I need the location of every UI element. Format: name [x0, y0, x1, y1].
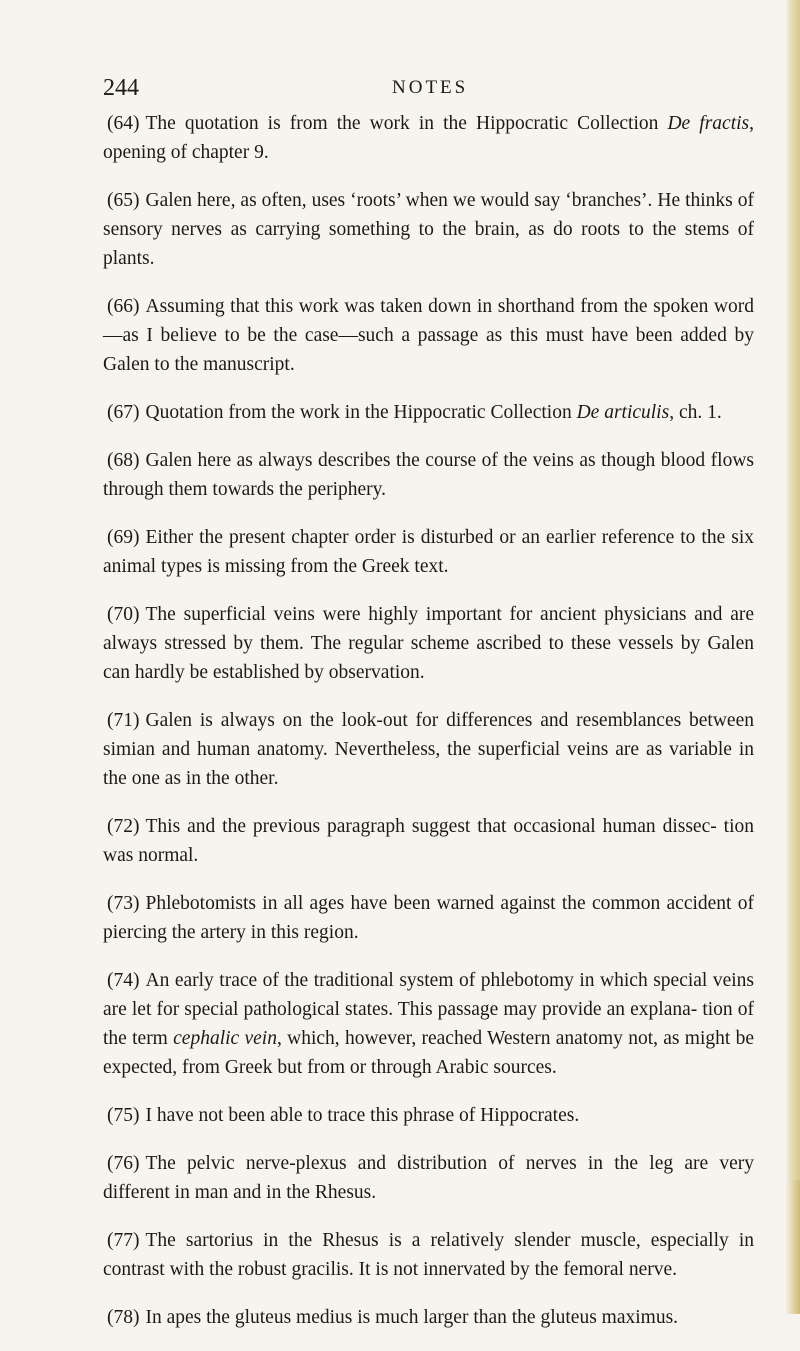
note-text: The sartorius in the Rhesus is a relatively slender muscle, especially in contrast with the robust gracilis. It is not innervated by the femoral nerve.: [103, 1230, 754, 1280]
note-text: I have not been able to trace this phrase of Hippocrates.: [145, 1105, 580, 1126]
note-74: [103, 966, 754, 1082]
note-text: The pelvic nerve-plexus and distribution of nerves in the leg are very different in man and in the Rhesus.: [103, 1153, 754, 1203]
note-number: (72): [107, 816, 140, 837]
note-76: [103, 1149, 754, 1207]
note-text: An early trace of the traditional system of phlebotomy in which special veins are let for special pathological states. This passage may provide an explana- tion of the term: [103, 970, 754, 1049]
note-text: , which, however, reached Western anatomy not, as might be expected, from Greek but from or through Arabic sources.: [103, 1028, 755, 1078]
note-number: (71): [107, 710, 140, 731]
note-69: [103, 523, 754, 581]
note-71: [103, 706, 754, 793]
note-77: [103, 1226, 754, 1284]
note-70: [103, 600, 754, 687]
note-number: (65): [107, 190, 140, 211]
note-text: , ch. 1.: [669, 402, 722, 423]
note-64: [103, 109, 754, 167]
note-text: Galen here as always describes the course of the veins as though blood flows through them towards the periphery.: [103, 450, 754, 500]
note-text: The quotation is from the work in the Hippocratic Collection: [145, 113, 668, 134]
page-header: [103, 70, 743, 106]
note-number: (76): [107, 1153, 140, 1174]
note-text: This and the previous paragraph suggest that occasional human dissec- tion was normal.: [103, 816, 754, 866]
note-text: Quotation from the work in the Hippocratic Collection: [145, 402, 577, 423]
note-68: [103, 446, 754, 504]
note-text: The superficial veins were highly important for ancient physicians and are always stressed by them. The regular scheme ascribed to these vessels by Galen can hardly be established by observation.: [103, 604, 754, 683]
note-67: [103, 398, 754, 427]
running-head: NOTES: [392, 77, 469, 98]
note-text: Phlebotomists in all ages have been warned against the common accident of piercing the artery in this region.: [103, 893, 754, 943]
note-number: (66): [107, 296, 140, 317]
note-text: Either the present chapter order is disturbed or an earlier reference to the six animal types is missing from the Greek text.: [103, 527, 754, 577]
note-number: (70): [107, 604, 140, 625]
work-title: De articulis: [576, 402, 670, 423]
page-edge-stain: [790, 1180, 800, 1314]
page-edge-shadow: [786, 0, 800, 1314]
note-number: (67): [107, 402, 140, 423]
note-number: (69): [107, 527, 140, 548]
note-number: (75): [107, 1105, 140, 1126]
note-75: [103, 1101, 754, 1130]
note-text: In apes the gluteus medius is much larger than the gluteus maximus.: [145, 1307, 679, 1328]
note-text: Galen here, as often, uses ‘roots’ when we would say ‘branches’. He thinks of sensory nerves as carrying something to the brain, as do roots to the stems of plants.: [103, 190, 754, 269]
note-73: [103, 889, 754, 947]
note-78: [103, 1303, 754, 1332]
term-italic: cephalic vein: [173, 1028, 277, 1049]
note-number: (64): [107, 113, 140, 134]
note-number: (68): [107, 450, 140, 471]
note-number: (74): [107, 970, 140, 991]
note-66: [103, 292, 754, 379]
note-text: Galen is always on the look-out for differences and resemblances between simian and human anatomy. Nevertheless, the superficial veins are as variable in the one as in the other.: [103, 710, 754, 789]
work-title: De fractis: [667, 113, 750, 134]
note-number: (77): [107, 1230, 140, 1251]
notes-list: [103, 109, 754, 1351]
page-number: 244: [103, 75, 139, 101]
note-number: (78): [107, 1307, 140, 1328]
note-number: (73): [107, 893, 140, 914]
note-72: [103, 812, 754, 870]
note-text: Assuming that this work was taken down in shorthand from the spoken word—as I believe to be the case—such a passage as this must have been added by Galen to the manuscript.: [103, 296, 754, 375]
note-65: [103, 186, 754, 273]
note-text: , opening of chapter 9.: [103, 113, 754, 163]
